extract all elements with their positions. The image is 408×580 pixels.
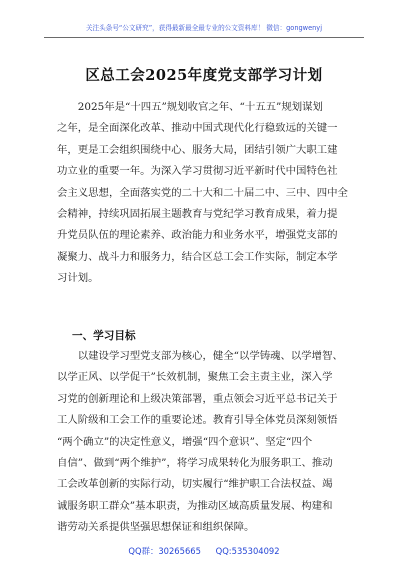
paragraph-line: 凝聚力、战斗力和服务力，结合区总工会工作实际，制定本学 xyxy=(57,250,338,263)
paragraph-line: 2025年是“十四五”规划收官之年、“十五五”规划谋划 xyxy=(57,101,323,113)
paragraph-line: 以建设学习型党支部为核心，健全“以学铸魂、以学增智、 xyxy=(57,350,343,362)
paragraph-line: 习计划。 xyxy=(57,272,99,285)
document-title: 区总工会2025年度党支部学习计划 xyxy=(85,67,323,84)
header-divider xyxy=(44,37,364,38)
section-heading: 一、学习目标 xyxy=(72,330,136,342)
paragraph-line: 谐劳动关系提供坚强思想保证和组织保障。 xyxy=(57,521,255,534)
intro-paragraph xyxy=(57,97,353,290)
paragraph-line: 会主义思想，全面落实党的二十大和二十届二中、三中、四中全 xyxy=(57,186,348,199)
paragraph-line: 升党员队伍的理论素养、政治能力和业务水平，增强党支部的 xyxy=(57,229,338,242)
qq-group-text: QQ群：30265665 xyxy=(128,546,201,556)
section-paragraph xyxy=(57,346,353,539)
paragraph-line: 工人阶级和工会工作的重要论述。教育引导全体党员深刻领悟 xyxy=(57,414,338,427)
paragraph-line: 之年，是全面深化改革、推动中国式现代化行稳致远的关键一 xyxy=(57,122,338,135)
promo-header: 关注头条号“公文研究”，获得最新最全最专业的公文资料库！ 微信：gongwenyj xyxy=(85,24,323,32)
contact-footer xyxy=(0,545,408,557)
paragraph-line: 年，更是工会组织围绕中心、服务大局，团结引领广大职工建 xyxy=(57,143,338,156)
paragraph-line: 工会改革创新的实际行动，切实履行“维护职工合法权益、竭 xyxy=(57,478,333,491)
paragraph-line: 自信”、做到“两个维护”，将学习成果转化为服务职工、推动 xyxy=(57,457,333,470)
paragraph-line: 诚服务职工群众”基本职责，为推动区域高质量发展、构建和 xyxy=(57,499,333,512)
paragraph-line: 习党的创新理论和上级决策部署，重点领会习近平总书记关于 xyxy=(57,392,338,405)
qq-number-text: QQ:535304092 xyxy=(215,546,280,556)
paragraph-line: 会精神，持续巩固拓展主题教育与党纪学习教育成果，着力提 xyxy=(57,208,338,221)
paragraph-line: “两个确立”的决定性意义，增强“四个意识”、坚定“四个 xyxy=(57,435,313,448)
paragraph-line: 功立业的重要一年。为深入学习贯彻习近平新时代中国特色社 xyxy=(57,165,338,178)
paragraph-line: 以学正风、以学促干”长效机制，聚焦工会主责主业，深入学 xyxy=(57,371,333,384)
